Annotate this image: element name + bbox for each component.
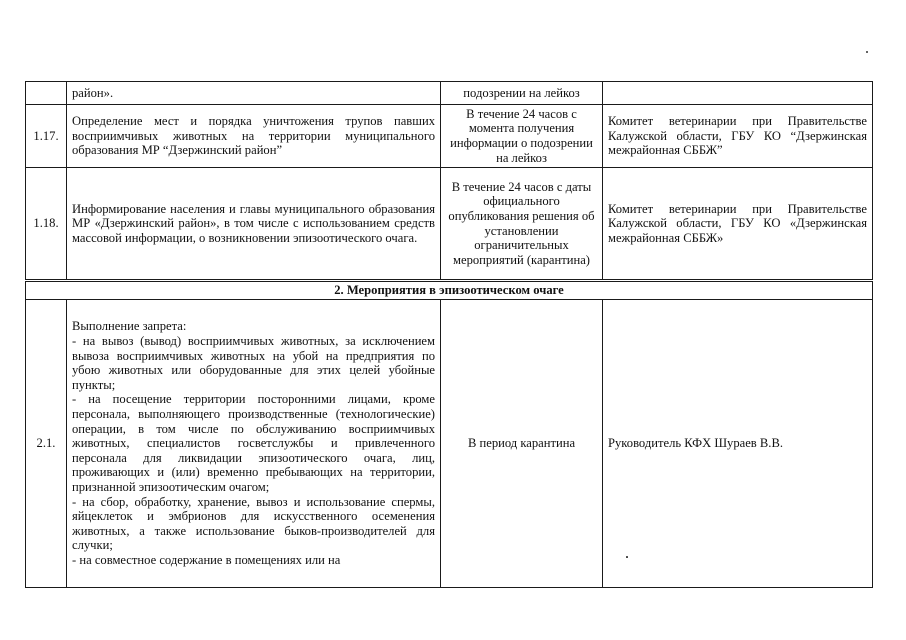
action-line: - на сбор, обработку, хранение, вывоз и использование спермы, яйцеклеток и эмбрионов для искусственного осеменения животных, а также использование быков-производителей для случки; xyxy=(72,494,435,553)
action-line: - на посещение территории посторонними лицами, кроме персонала, выполняющего производственные (технологические) операции, в том числе по обслуживанию восприимчивых животных, специалистов госветслужбы и привлеченного персонала для ликвидации эпизоотического очага, лиц, проживающих и (или) временно пребывающих на территории, признанной эпизоотическим очагом; xyxy=(72,392,435,494)
action-cell: Определение мест и порядка уничтожения трупов павших восприимчивых животных на территории муниципального образования МР “Дзержинский район” xyxy=(67,105,441,168)
table-row xyxy=(26,300,873,588)
responsible-cell: Комитет ветеринарии при Правительстве Калужской области, ГБУ КО «Дзержинская межрайонная СББЖ» xyxy=(603,168,873,281)
action-cell xyxy=(67,300,441,588)
table-row xyxy=(26,168,873,281)
action-line: - на совместное содержание в помещениях или на xyxy=(72,552,341,567)
section-title: 2. Мероприятия в эпизоотическом очаге xyxy=(26,281,873,300)
row-number-cell: 1.17. xyxy=(26,105,67,168)
table-row xyxy=(26,105,873,168)
row-number-cell xyxy=(26,82,67,105)
action-line: - на вывоз (вывод) восприимчивых животных, за исключением вывоза восприимчивых животных на убой на предприятия по убою животных или оборудованные для этих целей убойные пункты; xyxy=(72,334,435,392)
row-number-cell: 2.1. xyxy=(26,300,67,588)
scan-speck xyxy=(866,51,868,53)
action-cell: район». xyxy=(67,82,441,105)
action-line: Выполнение запрета: xyxy=(72,319,187,334)
measures-table xyxy=(25,81,873,588)
row-number-cell: 1.18. xyxy=(26,168,67,281)
term-cell: В течение 24 часов с даты официального опубликования решения об установлении ограничительных мероприятий (карантина) xyxy=(441,168,603,281)
action-cell: Информирование населения и главы муниципального образования МР «Дзержинский район», в том числе с использованием средств массовой информации, о возникновении эпизоотического очага. xyxy=(67,168,441,281)
responsible-cell: Руководитель КФХ Шураев В.В. xyxy=(603,300,873,588)
term-cell: подозрении на лейкоз xyxy=(441,82,603,105)
table-row xyxy=(26,82,873,105)
responsible-cell xyxy=(603,82,873,105)
section-header-row xyxy=(26,281,873,300)
term-cell: В течение 24 часов с момента получения информации о подозрении на лейкоз xyxy=(441,105,603,168)
responsible-cell: Комитет ветеринарии при Правительстве Калужской области, ГБУ КО “Дзержинская межрайонная СББЖ” xyxy=(603,105,873,168)
term-cell: В период карантина xyxy=(441,300,603,588)
